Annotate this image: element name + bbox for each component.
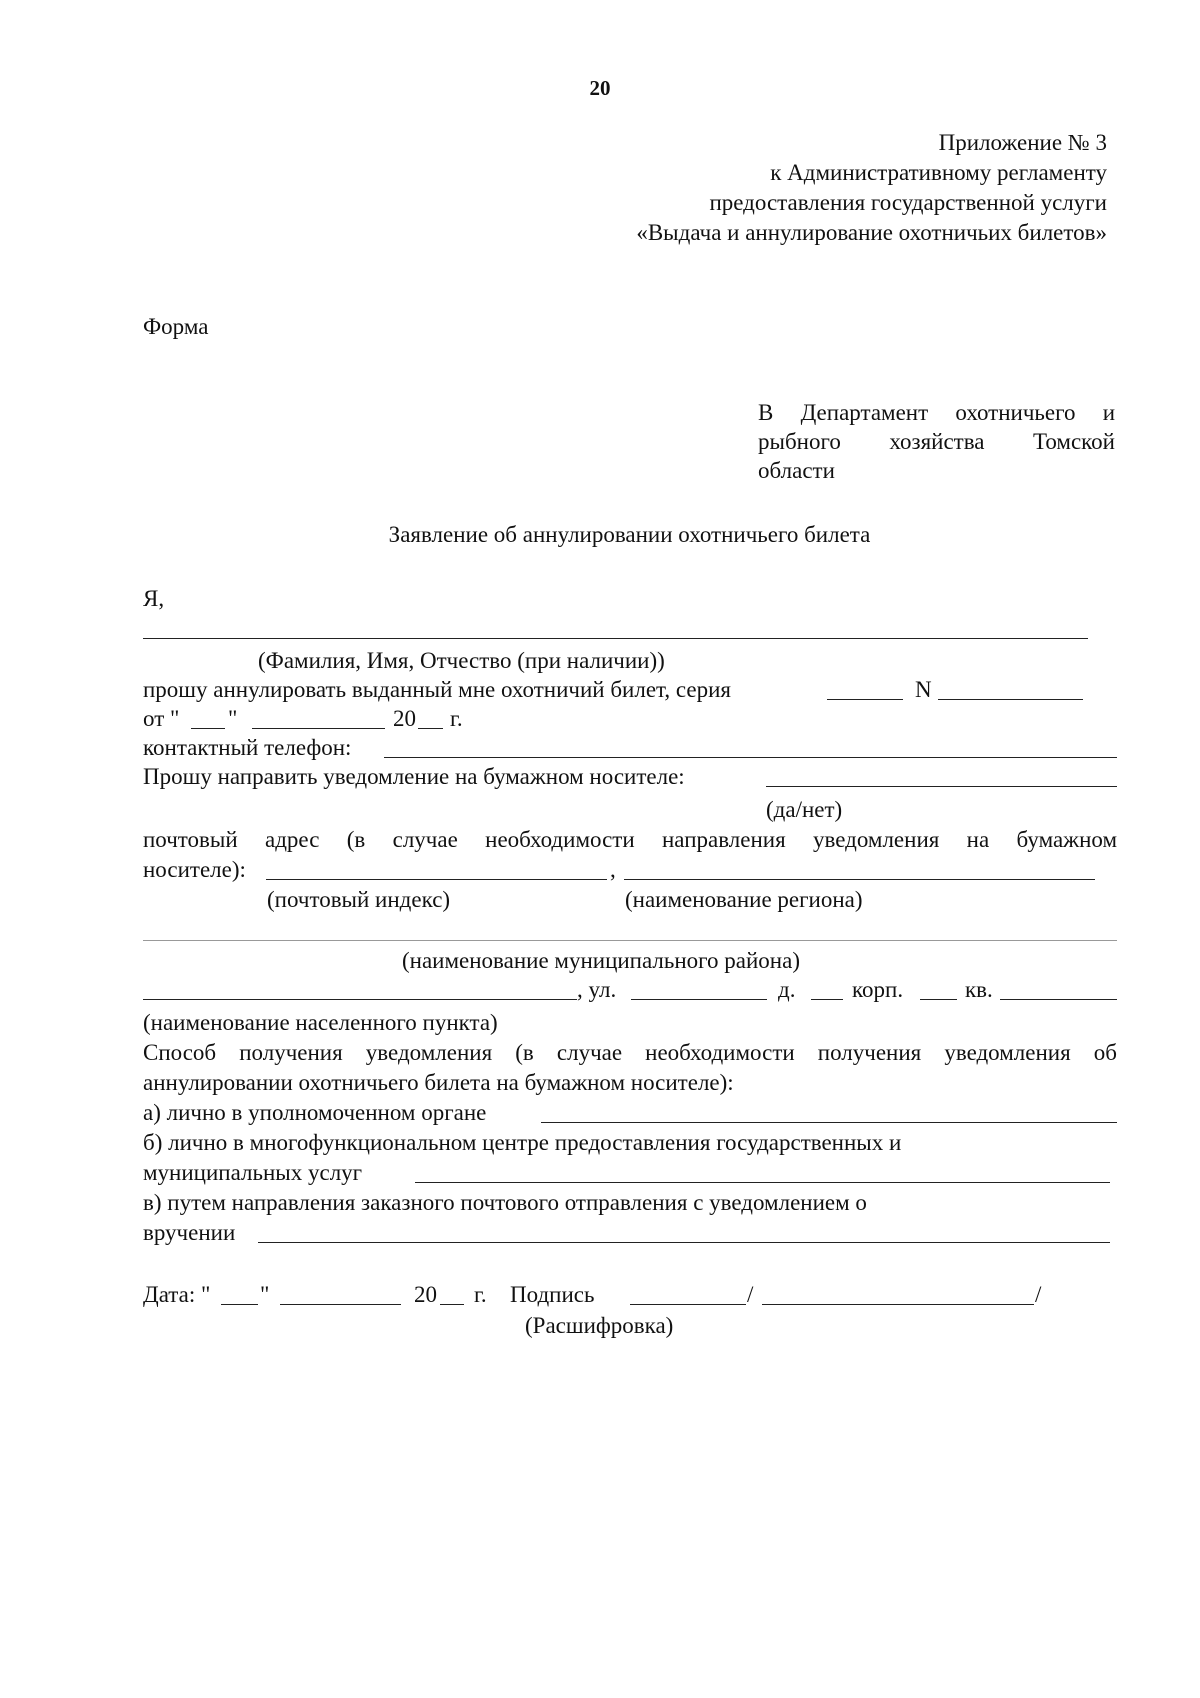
- appendix-line-1: Приложение № 3: [938, 130, 1107, 155]
- phone-label: контактный телефон:: [143, 735, 352, 760]
- addressee-line-2: рыбного хозяйства Томской: [758, 429, 1115, 454]
- series-field[interactable]: [827, 699, 903, 700]
- paper-notice-field[interactable]: [766, 786, 1117, 787]
- option-c-line-1: в) путем направления заказного почтового отправления с уведомлением о: [143, 1190, 867, 1215]
- fio-field[interactable]: [143, 638, 1088, 639]
- from-prefix: от ": [143, 706, 180, 731]
- page-number: 20: [589, 76, 611, 100]
- option-c-field[interactable]: [258, 1242, 1110, 1243]
- date-year-field[interactable]: [440, 1304, 464, 1305]
- from-quote-close: ": [228, 706, 238, 731]
- settlement-field[interactable]: [143, 999, 577, 1000]
- region-field[interactable]: [624, 879, 1095, 880]
- form-label: Форма: [143, 314, 209, 339]
- ticket-number-field[interactable]: [938, 699, 1083, 700]
- document-title: Заявление об аннулировании охотничьего билета: [388, 522, 871, 547]
- region-caption: (наименование региона): [625, 887, 863, 912]
- signature-slash-1: /: [747, 1282, 754, 1307]
- postal-comma: ,: [610, 857, 616, 882]
- number-label: N: [915, 677, 932, 702]
- option-b-line-2: муниципальных услуг: [143, 1160, 363, 1185]
- appendix-line-4: «Выдача и аннулирование охотничьих билетов»: [636, 220, 1107, 245]
- option-a-field[interactable]: [541, 1122, 1117, 1123]
- appendix-line-2: к Административному регламенту: [770, 160, 1107, 185]
- postal-index-caption: (почтовый индекс): [267, 887, 451, 912]
- district-field[interactable]: [143, 940, 1117, 941]
- yes-no-caption: (да/нет): [766, 797, 843, 822]
- option-c-line-2: вручении: [143, 1220, 236, 1245]
- street-field[interactable]: [631, 999, 767, 1000]
- building-field[interactable]: [920, 999, 957, 1000]
- decoding-caption: (Расшифровка): [525, 1313, 674, 1338]
- signature-slash-2: /: [1035, 1282, 1042, 1307]
- postal-address-line-1: почтовый адрес (в случае необходимости направления уведомления на бумажном: [143, 827, 1117, 852]
- postal-index-field[interactable]: [266, 879, 607, 880]
- paper-notice-label: Прошу направить уведомление на бумажном носителе:: [143, 764, 685, 789]
- method-line-2: аннулировании охотничьего билета на бумажном носителе):: [143, 1070, 734, 1095]
- addressee-line-1: В Департамент охотничьего и: [758, 400, 1115, 425]
- year-prefix: 20: [393, 706, 416, 731]
- decoding-field[interactable]: [762, 1304, 1034, 1305]
- option-a-label: а) лично в уполномоченном органе: [143, 1100, 487, 1125]
- flat-label: кв.: [965, 977, 993, 1002]
- option-b-line-1: б) лично в многофункциональном центре предоставления государственных и: [143, 1130, 902, 1155]
- date-year-suffix: г.: [474, 1282, 487, 1307]
- method-line-1: Способ получения уведомления (в случае необходимости получения уведомления об: [143, 1040, 1117, 1065]
- postal-address-label: носителе):: [143, 857, 246, 882]
- option-b-field[interactable]: [415, 1182, 1110, 1183]
- appendix-line-3: предоставления государственной услуги: [709, 190, 1107, 215]
- fio-caption: (Фамилия, Имя, Отчество (при наличии)): [258, 648, 665, 673]
- settlement-caption: (наименование населенного пункта): [143, 1010, 498, 1035]
- request-text: прошу аннулировать выданный мне охотничий билет, серия: [143, 677, 731, 702]
- phone-field[interactable]: [384, 757, 1117, 758]
- flat-field[interactable]: [1000, 999, 1117, 1000]
- year-suffix: г.: [450, 706, 463, 731]
- building-label: корп.: [852, 977, 904, 1002]
- street-label: , ул.: [577, 977, 617, 1002]
- date-quote-close: ": [260, 1282, 270, 1307]
- district-caption: (наименование муниципального района): [402, 948, 800, 973]
- issue-day-field[interactable]: [191, 728, 225, 729]
- house-label: д.: [778, 977, 796, 1002]
- signature-label: Подпись: [510, 1282, 595, 1307]
- date-year-prefix: 20: [414, 1282, 437, 1307]
- house-field[interactable]: [811, 999, 843, 1000]
- date-label: Дата: ": [143, 1282, 211, 1307]
- date-month-field[interactable]: [280, 1304, 401, 1305]
- signature-field[interactable]: [630, 1304, 746, 1305]
- addressee-block: [758, 398, 1115, 485]
- issue-year-field[interactable]: [418, 728, 443, 729]
- ya-label: Я,: [143, 586, 165, 611]
- issue-month-field[interactable]: [252, 728, 385, 729]
- date-day-field[interactable]: [221, 1304, 258, 1305]
- addressee-line-3: области: [758, 458, 835, 483]
